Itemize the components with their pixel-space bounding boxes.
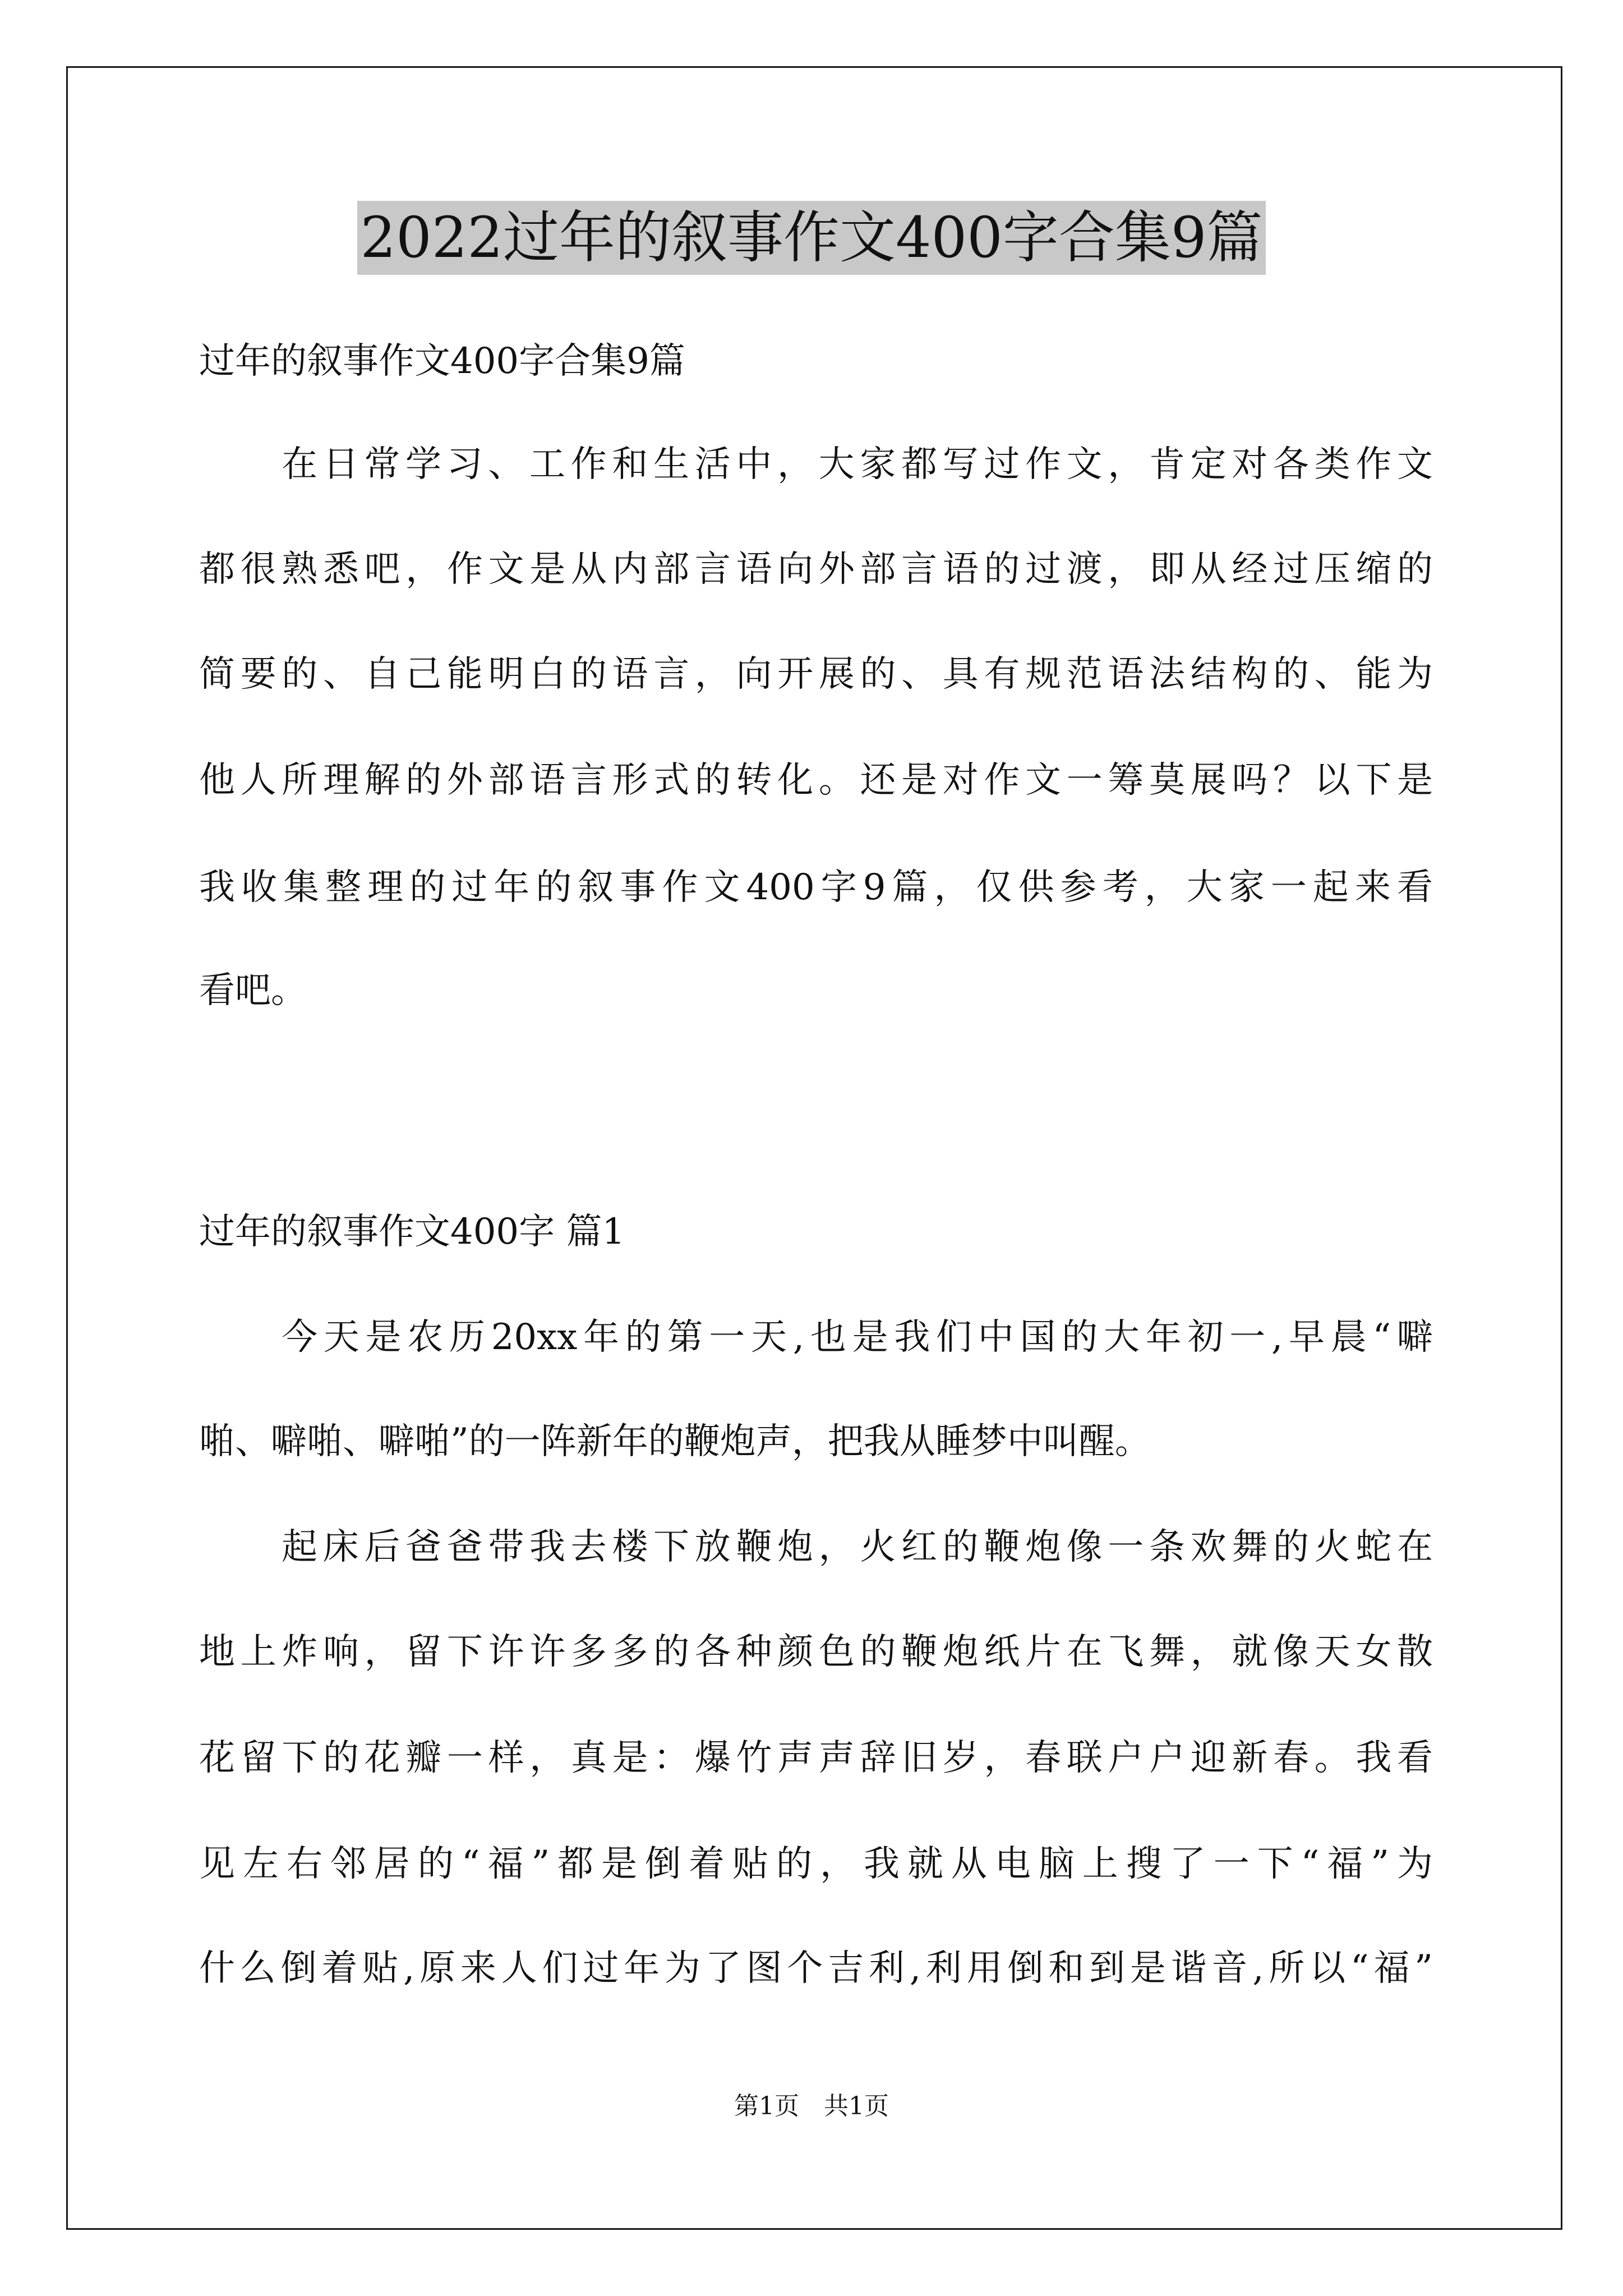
- section-heading: 过年的叙事作文400字 篇1: [199, 1211, 625, 1253]
- paragraph-line: 啪、噼啪、噼啪”的一阵新年的鞭炮声，把我从睡梦中叫醒。: [199, 1421, 1151, 1462]
- page-total: 共1页: [824, 2092, 889, 2120]
- intro-line: 他人所理解的外部语言形式的转化。还是对作文一筹莫展吗？以下是: [199, 760, 1433, 801]
- intro-line: 我收集整理的过年的叙事作文400字9篇，仅供参考，大家一起来看: [199, 867, 1433, 908]
- intro-line: 在日常学习、工作和生活中，大家都写过作文，肯定对各类作文: [282, 444, 1433, 485]
- page-number: 第1页: [734, 2092, 799, 2120]
- paragraph-line: 起床后爸爸带我去楼下放鞭炮，火红的鞭炮像一条欢舞的火蛇在: [282, 1526, 1433, 1568]
- intro-line: 看吧。: [199, 970, 307, 1011]
- page-border: [66, 66, 1562, 2230]
- subtitle: 过年的叙事作文400字合集9篇: [199, 341, 685, 382]
- paragraph-line: 花留下的花瓣一样，真是：爆竹声声辞旧岁，春联户户迎新春。我看: [199, 1737, 1433, 1779]
- paragraph-line: 见左右邻居的“福”都是倒着贴的，我就从电脑上搜了一下“福”为: [199, 1843, 1433, 1885]
- paragraph-line: 什么倒着贴,原来人们过年为了图个吉利,利用倒和到是谐音,所以“福”: [199, 1948, 1433, 1989]
- intro-line: 都很熟悉吧，作文是从内部言语向外部言语的过渡，即从经过压缩的: [199, 549, 1433, 590]
- paragraph-line: 今天是农历20xx年的第一天,也是我们中国的大年初一,早晨“噼: [282, 1317, 1433, 1358]
- intro-line: 简要的、自己能明白的语言，向开展的、具有规范语法结构的、能为: [199, 654, 1433, 695]
- document-title: 2022过年的叙事作文400字合集9篇: [357, 201, 1266, 275]
- page-footer: [0, 2091, 1623, 2122]
- title-wrap: [0, 201, 1623, 275]
- paragraph-line: 地上炸响，留下许许多多的各种颜色的鞭炮纸片在飞舞，就像天女散: [199, 1631, 1433, 1673]
